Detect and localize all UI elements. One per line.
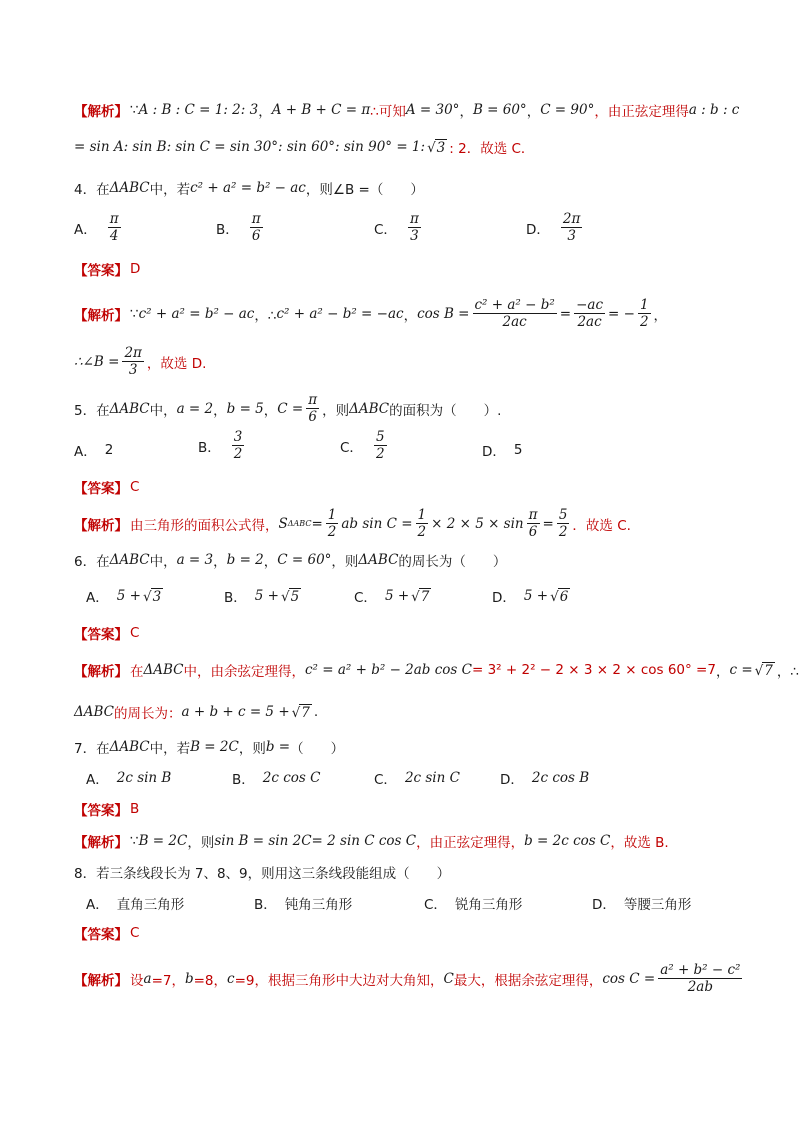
q4-answer: 【答案】 D xyxy=(74,261,141,279)
q8-stem: 8．若三条线段长为 7、8、9，则用这三条线段能组成（ ） xyxy=(74,866,451,882)
q7-answer: 【答案】 B xyxy=(74,801,140,819)
q5-option-a[interactable]: A． 2 xyxy=(74,442,114,460)
q7-stem: 7．在 ΔABC 中，若 B = 2C ，则 b = （ ） xyxy=(74,739,345,757)
q7-option-d[interactable]: D． 2c cos B xyxy=(500,770,590,788)
q4-option-c[interactable]: C． $\frac{\pi}{3}$ xyxy=(374,211,419,245)
q7-analysis: 【解析】 ∵ B = 2C ，则 sin B = sin 2C = 2 sin C cos C ，由正弦定理得， b = 2c cos C ，故选 B. xyxy=(74,833,669,851)
q6-option-d[interactable]: D． 5 + √ 6 xyxy=(492,588,569,606)
q4-option-b[interactable]: B． $\frac{\pi}{6}$ xyxy=(216,211,261,245)
q6-option-a[interactable]: A． 5 + √ 3 xyxy=(86,588,162,606)
q6-analysis-line1: 【解析】 在 ΔABC 中，由余弦定理得， c² = a² + b² − 2ab cos C = 3² + 2² − 2 × 3 × 2 × cos 60° =7 ， c = √ 7 ，∴ xyxy=(74,662,799,680)
q8-option-a[interactable]: A． 直角三角形 xyxy=(86,897,185,913)
q8-option-d[interactable]: D． 等腰三角形 xyxy=(592,897,692,913)
q5-analysis: 【解析】 由三角形的面积公式得， S ΔABC = $\frac{1}{2}$ ab sin C = $\frac{1}{2}$ × 2 × 5 × sin $\frac{\pi}{6}$ = $\frac{5}{2}$ ．故选 C. xyxy=(74,507,631,541)
q8-answer: 【答案】 C xyxy=(74,925,140,943)
q6-analysis-line2: ΔABC 的周长为： a + b + c = 5 + √ 7 . xyxy=(74,704,319,722)
analysis-label: 【解析】 xyxy=(74,104,128,120)
sqrt: √ 3 xyxy=(427,139,446,156)
q3-analysis-line2: = sin A: sin B: sin C = sin 30°: sin 60°: sin 90° = 1: √ 3 : 2．故选 C． xyxy=(74,139,535,157)
q4-stem: 4．在 ΔABC 中，若 c² + a² = b² − ac ，则∠B =（ ） xyxy=(74,180,424,198)
q4-analysis-line1: 【解析】 ∵ c² + a² = b² − ac ，∴ c² + a² − b² = −ac ， cos B = $\frac{\text{c² + a² − b²}}{2ac}$ = $\frac{-ac}{2ac}$ = − $\frac{1}{2}$ ， xyxy=(74,297,668,331)
q5-option-c[interactable]: C． $\frac{5}{2}$ xyxy=(340,429,385,463)
q5-stem: 5．在 ΔABC 中， a = 2 ， b = 5 ， C = $\frac{\pi}{6}$ ，则 ΔABC 的面积为（ ）. xyxy=(74,392,502,426)
q4-option-a[interactable]: A． $\frac{\pi}{4}$ xyxy=(74,211,119,245)
q8-option-b[interactable]: B． 钝角三角形 xyxy=(254,897,353,913)
q5-answer: 【答案】 C xyxy=(74,479,140,497)
q6-option-c[interactable]: C． 5 + √ 7 xyxy=(354,588,430,606)
q6-stem: 6．在 ΔABC 中， a = 3 ， b = 2 ， C = 60° ，则 ΔABC 的周长为（ ） xyxy=(74,552,507,570)
q7-option-b[interactable]: B． 2c cos C xyxy=(232,770,321,788)
q7-option-c[interactable]: C． 2c sin C xyxy=(374,770,460,788)
q4-option-d[interactable]: D． $\frac{2\pi}{3}$ xyxy=(526,211,581,245)
q5-option-d[interactable]: D． 5 xyxy=(482,442,523,460)
q7-option-a[interactable]: A． 2c sin B xyxy=(86,770,172,788)
q6-option-b[interactable]: B． 5 + √ 5 xyxy=(224,588,300,606)
q8-analysis: 【解析】 设 a =7， b =8， c =9，根据三角形中大边对大角知， C 最大，根据余弦定理得， cos C = $\frac{\text{a² + b² − c²}}{2ab}$ xyxy=(74,962,741,996)
q5-option-b[interactable]: B． $\frac{3}{2}$ xyxy=(198,429,243,463)
q6-answer: 【答案】 C xyxy=(74,625,140,643)
q3-analysis-line1: 【解析】 ∵ A : B : C = 1: 2: 3 ， A + B + C = π ∴可知 A = 30° ， B = 60° ， C = 90° ，由正弦定理得 a : b : c xyxy=(74,102,740,120)
q4-analysis-line2: ∴∠B = $\frac{2\pi}{3}$ ，故选 D. xyxy=(74,345,207,379)
q8-option-c[interactable]: C． 锐角三角形 xyxy=(424,897,523,913)
